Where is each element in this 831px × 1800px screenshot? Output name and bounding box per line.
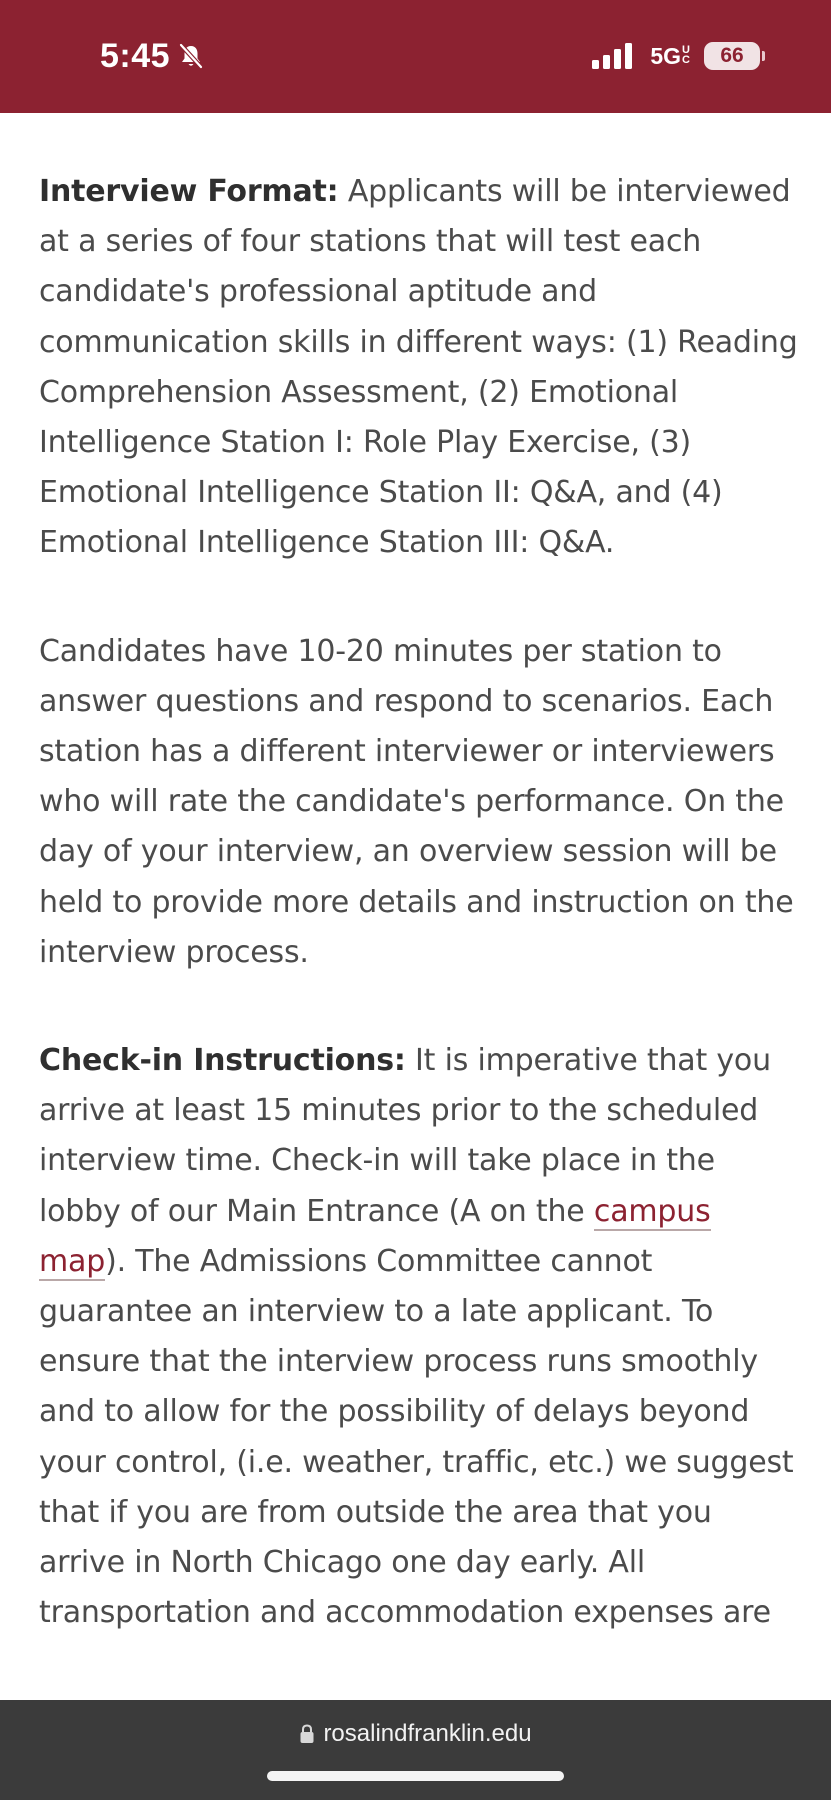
- status-right-group: [592, 40, 765, 72]
- network-suffix-top: U: [682, 43, 690, 56]
- interview-format-label: Interview Format:: [39, 174, 339, 209]
- candidates-text: Candidates have 10-20 minutes per station to answer questions and respond to scenarios. Each station has a different interviewer or interviewers who will rate the candidate's performance. On the day of your interview, an overview session will be held to provide more details and instruction on the interview process.: [39, 633, 794, 970]
- check-in-text-after-link: ). The Admissions Committee cannot guarantee an interview to a late applicant. To ensure that the interview process runs smoothly and to allow for the possibility of delays beyond your control, (i.e. weather, traffic, etc.) we suggest that if you are from outside the area that you arrive in North Chicago one day early. All transportation and accommodation expenses are: [39, 1243, 794, 1631]
- candidates-paragraph: [39, 627, 799, 978]
- campus-map-link[interactable]: campus map: [39, 1193, 711, 1279]
- url-text[interactable]: rosalindfranklin.edu: [323, 1720, 532, 1747]
- check-in-label: Check-in Instructions:: [39, 1043, 406, 1079]
- network-type: [650, 43, 690, 70]
- check-in-paragraph: [39, 1036, 799, 1638]
- status-time-group: [100, 36, 206, 76]
- home-indicator[interactable]: [267, 1771, 564, 1781]
- battery-icon: [704, 42, 765, 70]
- interview-format-text: Applicants will be interviewed at a series of four stations that will test each candidate's professional aptitude and communication skills in different ways: (1) Reading Comprehension Assessment, (2) Emotional Intelligence Station I: Role Play Exercise, (3) Emotional Intelligence Station II: Q&A, and (4) Emotional Intelligence Station III: Q&A.: [39, 174, 798, 561]
- battery-level: 66: [704, 42, 760, 70]
- network-type-label: 5G: [650, 42, 682, 69]
- interview-format-paragraph: [39, 167, 799, 569]
- cellular-signal-icon: [592, 43, 636, 69]
- status-time: 5:45: [100, 36, 171, 75]
- browser-address-bar[interactable]: [0, 1700, 831, 1800]
- status-bar: [0, 0, 831, 113]
- bell-muted-icon: [176, 41, 206, 71]
- network-type-suffix: [682, 45, 690, 65]
- article-content: [39, 167, 799, 1696]
- network-suffix-bottom: C: [682, 53, 690, 66]
- url-display[interactable]: [0, 1720, 831, 1748]
- check-in-text-before-link: It is imperative that you arrive at least 15 minutes prior to the scheduled interview time. Check-in will take place in the lobby of our Main Entrance (A on the: [39, 1043, 771, 1229]
- battery-tip: [762, 51, 765, 61]
- lock-icon: [299, 1724, 315, 1744]
